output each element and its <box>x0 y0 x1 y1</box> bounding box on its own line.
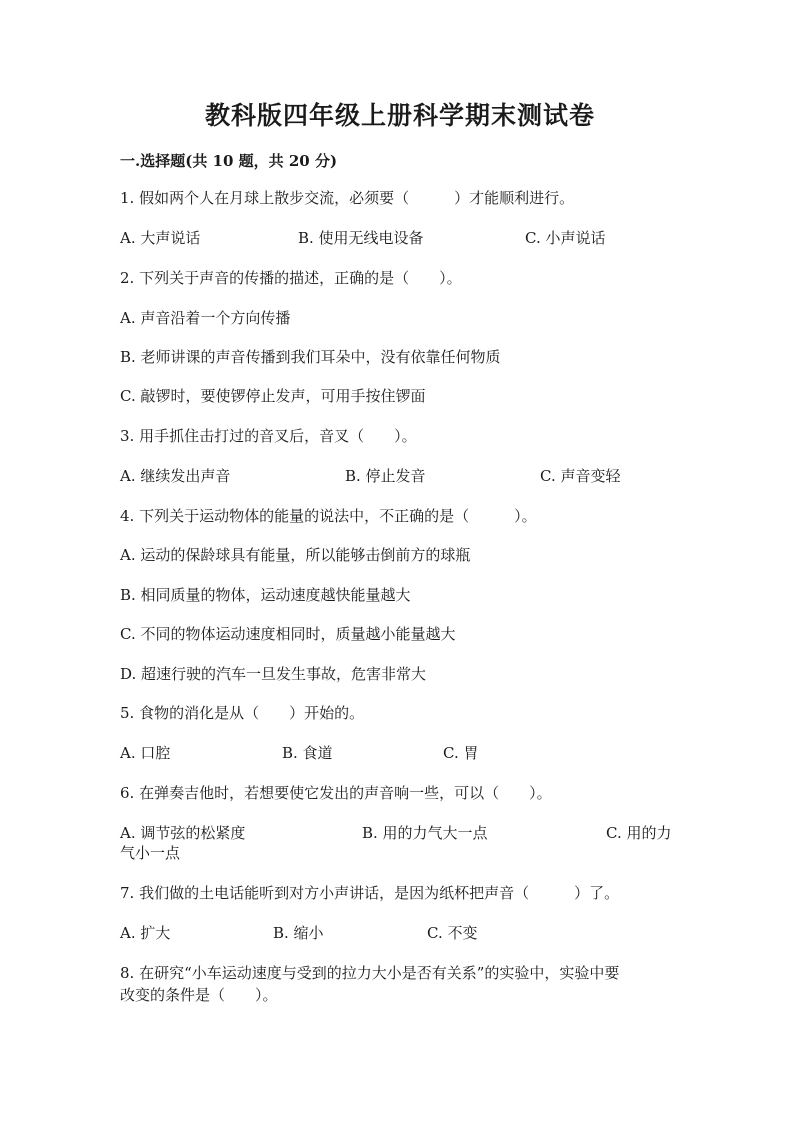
question-7-option-c: C. 不变 <box>427 924 478 942</box>
question-4-option-c: C. 不同的物体运动速度相同时，质量越小能量越大 <box>120 625 456 643</box>
question-6-option-c: C. 用的力 <box>606 824 672 842</box>
question-6-option-c-continued: 气小一点 <box>120 844 181 862</box>
question-8-stem-line-2: 改变的条件是（ ）。 <box>120 986 278 1004</box>
question-7-option-a: A. 扩大 <box>120 924 171 942</box>
page-title: 教科版四年级上册科学期末测试卷 <box>204 101 595 130</box>
question-7-stem: 7. 我们做的土电话能听到对方小声讲话，是因为纸杯把声音（ ）了。 <box>120 884 620 902</box>
question-5-option-b: B. 食道 <box>282 744 333 762</box>
question-1-option-c: C. 小声说话 <box>525 229 606 247</box>
question-4-option-d: D. 超速行驶的汽车一旦发生事故，危害非常大 <box>120 665 427 683</box>
question-4-option-b: B. 相同质量的物体，运动速度越快能量越大 <box>120 586 411 604</box>
question-3-option-c: C. 声音变轻 <box>540 467 621 485</box>
question-2-option-b: B. 老师讲课的声音传播到我们耳朵中，没有依靠任何物质 <box>120 348 501 366</box>
question-4-option-a: A. 运动的保龄球具有能量，所以能够击倒前方的球瓶 <box>120 546 471 564</box>
question-6-stem: 6. 在弹奏吉他时，若想要使它发出的声音响一些，可以（ ）。 <box>120 784 552 802</box>
question-3-option-a: A. 继续发出声音 <box>120 467 231 485</box>
question-2-option-c: C. 敲锣时，要使锣停止发声，可用手按住锣面 <box>120 387 426 405</box>
question-6-option-a: A. 调节弦的松紧度 <box>120 824 246 842</box>
question-5-option-a: A. 口腔 <box>120 744 171 762</box>
question-5-stem: 5. 食物的消化是从（ ）开始的。 <box>120 704 365 722</box>
question-7-option-b: B. 缩小 <box>273 924 324 942</box>
section-heading: 一.选择题(共 10 题，共 20 分) <box>120 152 338 170</box>
question-5-option-c: C. 胃 <box>443 744 479 762</box>
question-8-stem-line-1: 8. 在研究“小车运动速度与受到的拉力大小是否有关系”的实验中，实验中要 <box>120 964 620 982</box>
question-3-option-b: B. 停止发音 <box>345 467 426 485</box>
question-1-option-b: B. 使用无线电设备 <box>298 229 424 247</box>
question-4-stem: 4. 下列关于运动物体的能量的说法中，不正确的是（ ）。 <box>120 507 537 525</box>
question-2-option-a: A. 声音沿着一个方向传播 <box>120 309 291 327</box>
question-2-stem: 2. 下列关于声音的传播的描述，正确的是（ ）。 <box>120 269 462 287</box>
question-1-stem: 1. 假如两个人在月球上散步交流，必须要（ ）才能顺利进行。 <box>120 189 575 207</box>
question-1-option-a: A. 大声说话 <box>120 229 201 247</box>
question-3-stem: 3. 用手抓住击打过的音叉后，音叉（ ）。 <box>120 427 417 445</box>
question-6-option-b: B. 用的力气大一点 <box>362 824 488 842</box>
